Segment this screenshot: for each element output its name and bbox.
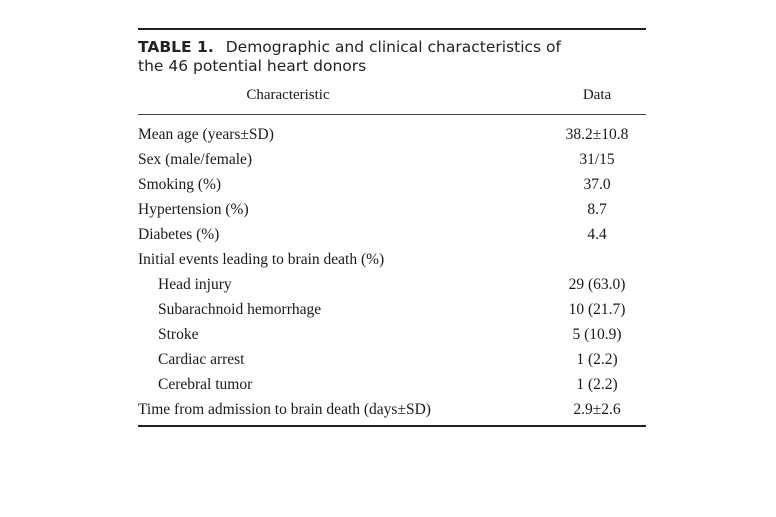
row-characteristic: Time from admission to brain death (days±SD)	[138, 401, 431, 418]
table-row-sub	[138, 372, 646, 397]
row-data: 10 (21.7)	[568, 301, 626, 318]
table-row-sub	[138, 322, 646, 347]
row-data: 4.4	[587, 226, 607, 243]
header-characteristic: Characteristic	[246, 87, 330, 103]
row-data: 38.2±10.8	[565, 126, 629, 143]
table-top-rule	[138, 28, 646, 30]
table-row	[138, 172, 646, 197]
row-data: 31/15	[579, 151, 615, 168]
row-data: 2.9±2.6	[573, 401, 621, 418]
row-characteristic: Mean age (years±SD)	[138, 126, 274, 143]
table-body	[138, 122, 646, 422]
row-data: 1 (2.2)	[576, 351, 618, 368]
row-characteristic: Diabetes (%)	[138, 226, 220, 243]
table-bottom-rule	[138, 425, 646, 427]
table-header-row	[138, 84, 646, 106]
table-row	[138, 147, 646, 172]
table-row	[138, 222, 646, 247]
table-row	[138, 122, 646, 147]
table-title-line-1: Demographic and clinical characteristics of	[225, 38, 561, 56]
table-caption	[138, 38, 646, 76]
header-data: Data	[582, 87, 612, 103]
row-characteristic: Stroke	[158, 326, 199, 343]
table-row-sub	[138, 272, 646, 297]
table-row	[138, 397, 646, 422]
row-characteristic: Initial events leading to brain death (%)	[138, 251, 385, 268]
row-data: 5 (10.9)	[572, 326, 622, 343]
data-table	[138, 28, 646, 427]
table-row-group-heading	[138, 247, 646, 272]
row-data: 29 (63.0)	[568, 276, 626, 293]
row-data: 8.7	[587, 201, 607, 218]
row-characteristic: Hypertension (%)	[138, 201, 249, 218]
row-characteristic: Cardiac arrest	[158, 351, 245, 368]
row-characteristic: Subarachnoid hemorrhage	[158, 301, 322, 318]
row-characteristic: Head injury	[158, 276, 232, 293]
row-data: 37.0	[583, 176, 611, 193]
table-row-sub	[138, 297, 646, 322]
caption-line-1	[138, 38, 646, 57]
row-characteristic: Sex (male/female)	[138, 151, 253, 168]
table-row-sub	[138, 347, 646, 372]
table-row	[138, 197, 646, 222]
row-data: 1 (2.2)	[576, 376, 618, 393]
row-characteristic: Smoking (%)	[138, 176, 222, 193]
row-data	[552, 247, 646, 272]
row-characteristic: Cerebral tumor	[158, 376, 253, 393]
table-title-line-2: the 46 potential heart donors	[138, 57, 367, 75]
table-header-rule	[138, 114, 646, 115]
table-label: TABLE 1.	[138, 38, 214, 56]
